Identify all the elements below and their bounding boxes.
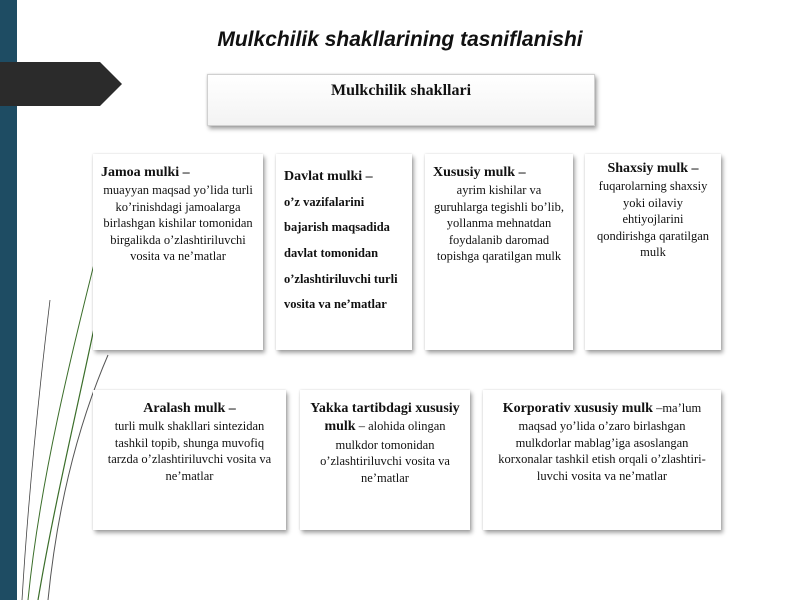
arrow-banner-shape — [0, 62, 122, 106]
root-label: Mulkchilik shakllari — [330, 82, 472, 99]
card-shaxsiy-mulk — [585, 154, 721, 350]
card-heading: Yakka tartibdagi xususiy mulk — [310, 401, 460, 435]
page-title: Mulkchilik shakllarining tasniflanishi — [217, 28, 583, 51]
card-yakka-tartibdagi — [300, 390, 470, 530]
card-heading: Xususiy mulk – — [433, 165, 526, 180]
card-aralash-mulk — [93, 390, 286, 530]
card-xususiy-mulk — [425, 154, 573, 350]
card-text: fuqarolarning shaxsiy yoki oilaviy ehtiyojlarini qondirishga qaratilgan mulk — [596, 179, 710, 260]
card-korporativ-xususiy — [483, 390, 721, 530]
card-text: muayyan maqsad yo’lida turli ko’rinishdagi jamoalarga birlashgan kishilar tomonidan birgalikda o’zlashtiriluvchi vosita va ne’matlar — [103, 183, 253, 264]
card-heading: Davlat mulki – — [284, 169, 373, 184]
card-text: turli mulk shakllari sintezidan tashkil topib, shunga muvofiq tarzda o’zlashtiriluvchi vosita va ne’matlar — [107, 419, 272, 483]
card-heading: Shaxsiy mulk – — [607, 161, 699, 176]
card-text: – alohida olingan mulkdor tomonidan o’zlashtiriluvchi vosita va ne’matlar — [320, 419, 450, 485]
card-heading: Jamoa mulki – — [101, 165, 190, 180]
card-heading: Aralash mulk – — [143, 401, 236, 416]
root-box — [207, 74, 595, 126]
card-text: –ma’lum maqsad yo’lida o’zaro birlashgan mulkdorlar mablag’iga asoslangan korxonalar tashkil etish orqali o’zlashtiri-luvchi vosita va ne’matlar — [498, 401, 706, 483]
card-text: o’z vazifalarini bajarish maqsadida davlat tomonidan o’zlashtiriluvchi turli vosita va ne’matlar — [284, 194, 398, 312]
card-text: ayrim kishilar va guruhlarga tegishli bo’lib, yollanma mehnatdan foydalanib daromad topishga qaratilgan mulk — [434, 183, 564, 264]
card-jamoa-mulki — [93, 154, 263, 350]
card-heading: Korporativ xususiy mulk — [502, 401, 653, 416]
card-davlat-mulki — [276, 154, 412, 350]
